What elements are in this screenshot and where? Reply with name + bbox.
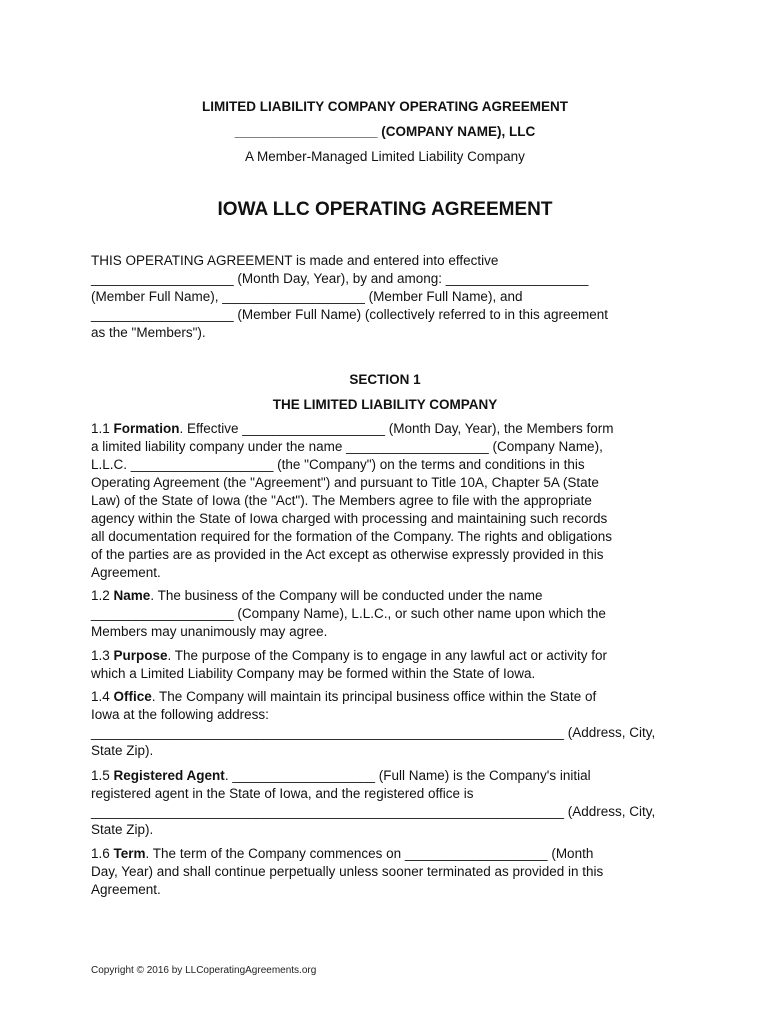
clause-line: L.L.C. ___________________ (the "Company") on the terms and conditions in this <box>91 457 585 472</box>
copyright-footer: Copyright © 2016 by LLCoperatingAgreements.org <box>91 965 317 976</box>
intro-paragraph <box>91 252 691 342</box>
intro-line: as the "Members"). <box>91 325 206 340</box>
clause-line: registered agent in the State of Iowa, and the registered office is <box>91 786 474 801</box>
clause-heading: Purpose <box>113 648 168 663</box>
clause-number: 1.1 <box>91 421 114 436</box>
company-name-line: ___________________ (COMPANY NAME), LLC <box>234 124 536 139</box>
clause-line: Law) of the State of Iowa (the "Act"). The Members agree to file with the appropriate <box>91 493 592 508</box>
clause-line: agency within the State of Iowa charged with processing and maintaining such records <box>91 511 608 526</box>
agreement-header-title: LIMITED LIABILITY COMPANY OPERATING AGREEMENT <box>201 99 568 114</box>
clause-text: . The purpose of the Company is to engage in any lawful act or activity for <box>167 648 608 663</box>
section-number: SECTION 1 <box>349 372 421 387</box>
clause-purpose <box>91 647 691 683</box>
clause-line: _______________________________________________________________ (Address, City, <box>91 725 656 740</box>
clause-line: Agreement. <box>91 565 161 580</box>
section-title: THE LIMITED LIABILITY COMPANY <box>272 397 498 412</box>
clause-formation <box>91 420 691 582</box>
clause-line: _______________________________________________________________ (Address, City, <box>91 804 656 819</box>
clause-heading: Term <box>113 846 146 861</box>
intro-line: ___________________ (Member Full Name) (collectively referred to in this agreement <box>91 307 609 322</box>
clause-text: . Effective ___________________ (Month Day, Year), the Members form <box>179 421 614 436</box>
clause-term <box>91 845 691 899</box>
clause-registered-agent <box>91 767 691 839</box>
clause-line: ___________________ (Company Name), L.L.C., or such other name upon which the <box>91 606 606 621</box>
clause-number: 1.4 <box>91 689 114 704</box>
clause-heading: Name <box>113 588 151 603</box>
document-title: IOWA LLC OPERATING AGREEMENT <box>217 199 553 220</box>
clause-number: 1.2 <box>91 588 114 603</box>
clause-heading: Office <box>113 689 152 704</box>
clause-heading: Formation <box>113 421 180 436</box>
clause-line: a limited liability company under the name ___________________ (Company Name), <box>91 439 603 454</box>
clause-number: 1.3 <box>91 648 114 663</box>
clause-text: . ___________________ (Full Name) is the Company's initial <box>224 768 591 783</box>
clause-line: which a Limited Liability Company may be formed within the State of Iowa. <box>91 666 536 681</box>
clause-line: Members may unanimously may agree. <box>91 624 328 639</box>
clause-line: all documentation required for the formation of the Company. The rights and obligations <box>91 529 613 544</box>
clause-office <box>91 688 691 760</box>
clause-heading: Registered Agent <box>113 768 225 783</box>
clause-number: 1.5 <box>91 768 114 783</box>
clause-text: . The term of the Company commences on ___________________ (Month <box>145 846 594 861</box>
clause-line: Iowa at the following address: <box>91 707 269 722</box>
intro-line: THIS OPERATING AGREEMENT is made and entered into effective <box>91 253 499 268</box>
clause-text: . The Company will maintain its principal business office within the State of <box>151 689 597 704</box>
clause-line: of the parties are as provided in the Act except as otherwise expressly provided in this <box>91 547 604 562</box>
intro-line: (Member Full Name), ___________________ (Member Full Name), and <box>91 289 523 304</box>
clause-name <box>91 587 691 641</box>
clause-line: Operating Agreement (the "Agreement") and pursuant to Title 10A, Chapter 5A (State <box>91 475 599 490</box>
clause-line: State Zip). <box>91 822 154 837</box>
clause-line: Agreement. <box>91 882 161 897</box>
clause-line: State Zip). <box>91 743 154 758</box>
clause-text: . The business of the Company will be conducted under the name <box>150 588 543 603</box>
agreement-subtitle: A Member-Managed Limited Liability Company <box>245 149 525 164</box>
clause-number: 1.6 <box>91 846 114 861</box>
intro-line: ___________________ (Month Day, Year), by and among: ___________________ <box>91 271 589 286</box>
clause-line: Day, Year) and shall continue perpetually unless sooner terminated as provided in this <box>91 864 604 879</box>
